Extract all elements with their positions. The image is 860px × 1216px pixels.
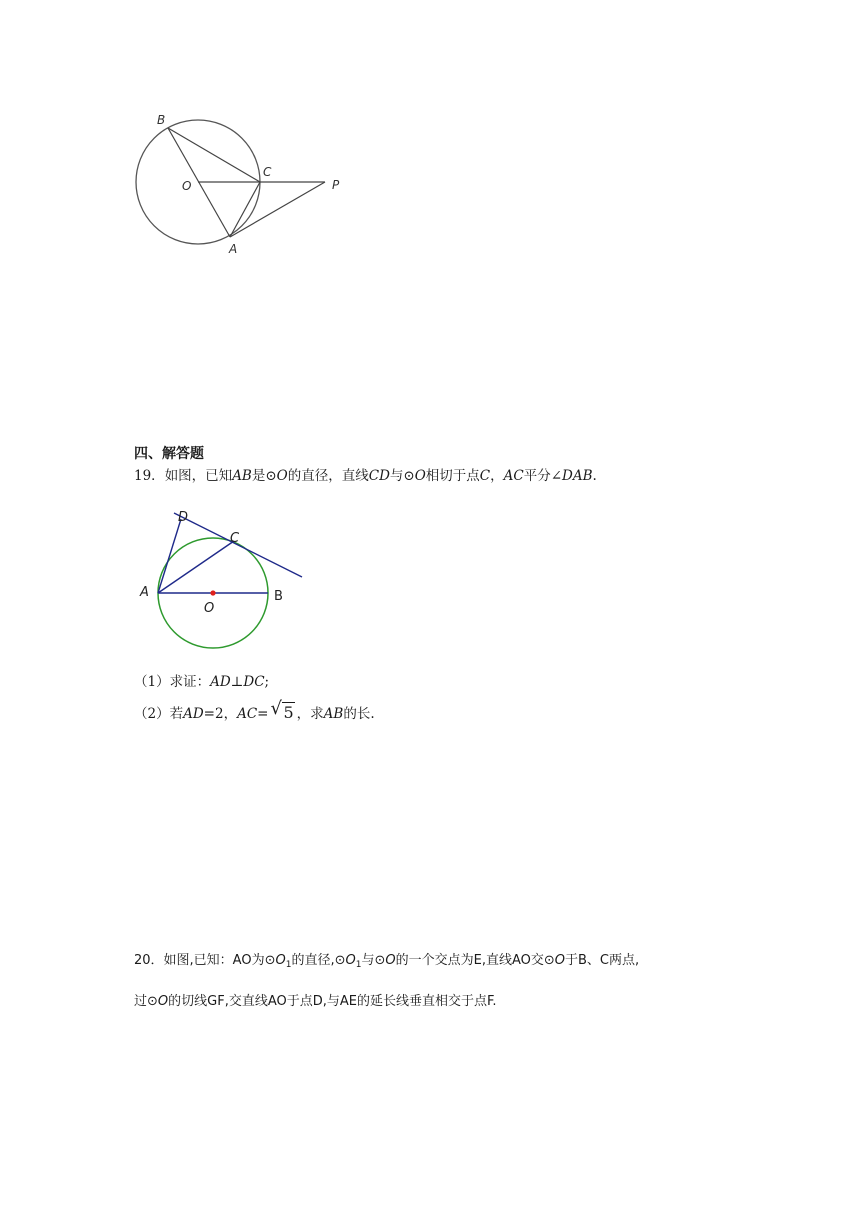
circle-symbol-icon: ⊙ <box>264 953 276 968</box>
q20-sub1-b: 1 <box>355 960 362 970</box>
circle-symbol-icon: ⊙ <box>334 953 346 968</box>
q20-o1: O <box>275 953 286 968</box>
q19-stem-pre: 如图，已知 <box>164 468 233 484</box>
q20-and: 与 <box>361 953 375 968</box>
segment-bc <box>168 128 260 182</box>
q19-o: O <box>276 468 288 484</box>
part2-eq: = <box>257 706 269 722</box>
part2-ask-pre: ，求 <box>296 706 324 722</box>
q19-ab: AB <box>232 468 252 484</box>
part2-ac: AC <box>237 706 258 722</box>
part1-prefix: （1）求证： <box>134 674 211 690</box>
label-p: P <box>332 178 340 192</box>
sqrt-icon: √ <box>270 698 282 719</box>
section-heading: 四、解答题 <box>134 446 204 462</box>
q19-part2 <box>134 698 375 723</box>
q20-line2-post: 的切线GF,交直线AO于点D,与AE的延长线垂直相交于点F. <box>168 994 497 1009</box>
part1-ad: AD <box>210 674 231 690</box>
label-b: B <box>157 113 166 127</box>
part2-ab: AB <box>323 706 344 722</box>
label-c: C <box>263 165 272 179</box>
q20-o: O <box>385 953 396 968</box>
segment-ap <box>230 182 325 237</box>
q19-cd: CD <box>368 468 390 484</box>
figure-1-svg <box>128 108 358 258</box>
label-c: C <box>230 531 240 546</box>
q19-dab: DAB <box>562 468 593 484</box>
q19-o-2: O <box>414 468 426 484</box>
circle-symbol-icon: ⊙ <box>265 468 277 484</box>
circle-symbol-icon: ⊙ <box>543 953 555 968</box>
q20-sub1: 1 <box>285 960 292 970</box>
q19-is: 是 <box>251 468 266 484</box>
q19-bisects: 平分∠ <box>523 468 563 484</box>
q20-pre: 20．如图,已知：AO为 <box>134 953 265 968</box>
segment-ad <box>158 519 181 593</box>
part2-eq-2: =2， <box>203 706 238 722</box>
segment-ac <box>158 541 234 593</box>
q20-o-b: O <box>554 953 566 968</box>
q19-stem <box>134 467 597 485</box>
label-d: D <box>178 510 189 525</box>
q20-line2-pre: 过 <box>134 994 148 1009</box>
label-a: A <box>140 585 149 600</box>
q19-comma: ， <box>490 468 504 484</box>
q20-line2 <box>134 993 497 1011</box>
part1-end: ; <box>264 674 270 690</box>
circle-symbol-icon: ⊙ <box>403 468 415 484</box>
q19-c: C <box>479 468 491 484</box>
part2-ask-post: 的长. <box>343 706 375 722</box>
sqrt-expression <box>270 698 294 722</box>
q19-tangent-text: 相切于点 <box>425 468 480 484</box>
figure-circle-tangent <box>128 108 358 258</box>
q19-number: 19． <box>134 468 165 484</box>
label-a: A <box>229 242 238 256</box>
q19-ac: AC <box>503 468 524 484</box>
part1-dc: DC <box>243 674 265 690</box>
q20-diameter: 的直径, <box>291 953 335 968</box>
perp-symbol: ⊥ <box>230 674 244 690</box>
q19-diameter-text: 的直径，直线 <box>287 468 369 484</box>
q19-period: . <box>592 468 597 484</box>
center-dot <box>210 590 215 595</box>
label-o: O <box>182 179 192 193</box>
circle-symbol-icon: ⊙ <box>147 994 158 1009</box>
q20-line2-o: O <box>157 994 169 1009</box>
part2-ad: AD <box>183 706 204 722</box>
label-o: O <box>204 601 215 616</box>
q19-part1 <box>134 673 269 691</box>
sqrt-radicand: 5 <box>283 703 294 722</box>
q20-at: 于B、C两点, <box>565 953 640 968</box>
q20-line1 <box>134 952 639 974</box>
figure-q19 <box>134 505 314 655</box>
part2-prefix: （2）若 <box>134 706 184 722</box>
circle-symbol-icon: ⊙ <box>374 953 386 968</box>
q20-o1-b: O <box>345 953 356 968</box>
q19-with: 与 <box>389 468 404 484</box>
q20-intersection: 的一个交点为E,直线AO交 <box>395 953 544 968</box>
figure-2-svg <box>134 505 314 655</box>
label-b: B <box>274 589 283 604</box>
